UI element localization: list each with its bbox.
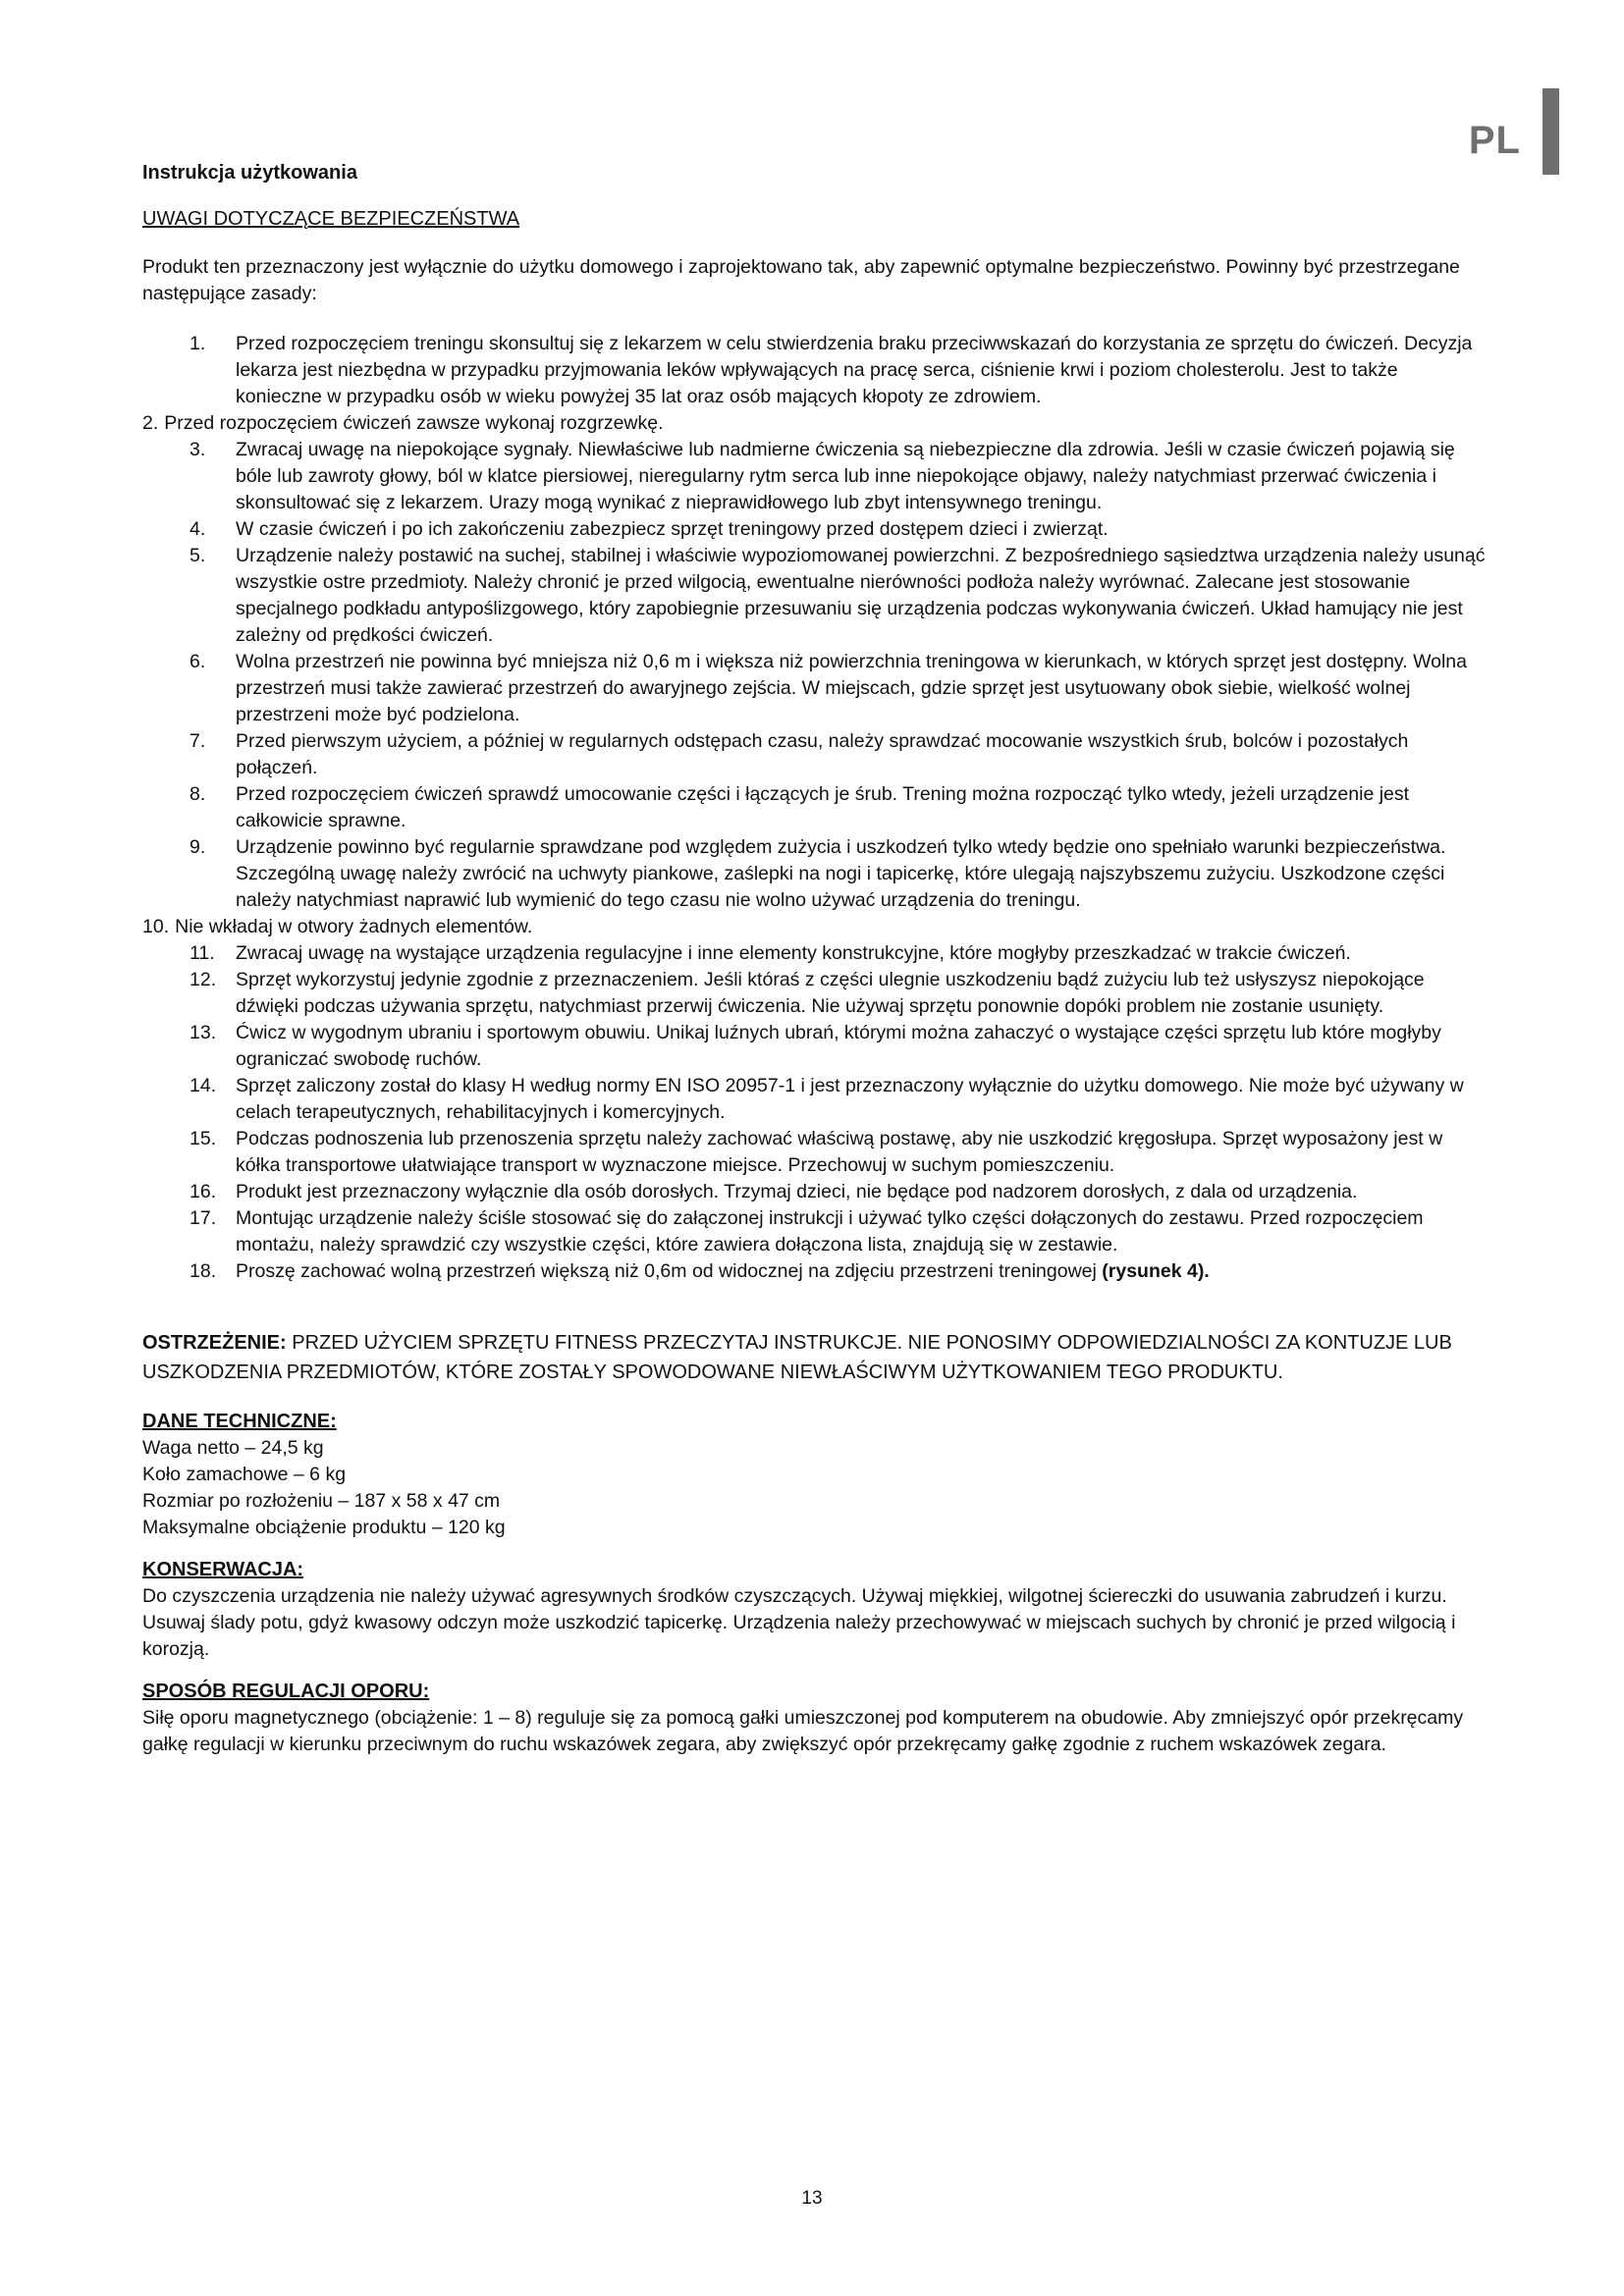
safety-intro: Produkt ten przeznaczony jest wyłącznie do użytku domowego i zaprojektowano tak, aby zapewnić optymalne bezpieczeństwo. Powinny być przestrzegane następujące zasady: <box>142 256 1460 304</box>
item-text: Przed rozpoczęciem treningu skonsultuj się z lekarzem w celu stwierdzenia braku przeciwwskazań do korzystania ze sprzętu do ćwiczeń. Decyzja lekarza jest niezbędna w przypadku przyjmowania leków wpływających na pracę serca, ciśnienie krwi i poziom cholesterolu. Jest to także konieczne w przypadku osób w wieku powyżej 35 lat oraz osób mających kłopoty ze zdrowiem. <box>236 333 1473 407</box>
list-item <box>142 1126 1488 1179</box>
specs-list <box>142 1435 1488 1541</box>
spec-item: Rozmiar po rozłożeniu – 187 x 58 x 47 cm <box>142 1490 501 1512</box>
item-text: Produkt jest przeznaczony wyłącznie dla osób dorosłych. Trzymaj dzieci, nie będące pod nadzorem dorosłych, z dala od urządzenia. <box>236 1181 1358 1202</box>
item-text: Montując urządzenie należy ściśle stosować się do załączonej instrukcji i używać tylko części dołączonych do zestawu. Przed rozpoczęciem montażu, należy sprawdzić czy wszystkie części, które zawiera dołączona lista, znajdują się w zestawie. <box>236 1207 1424 1255</box>
item-text: Sprzęt wykorzystuj jedynie zgodnie z przeznaczeniem. Jeśli któraś z części ulegnie uszkodzeniu bądź zużyciu lub też usłyszysz niepokojące dźwięki podczas używania sprzętu, natychmiast przerwij ćwiczenia. Nie używaj sprzętu ponownie dopóki problem nie zostanie usunięty. <box>236 969 1425 1017</box>
warning-text: PRZED UŻYCIEM SPRZĘTU FITNESS PRZECZYTAJ INSTRUKCJE. NIE PONOSIMY ODPOWIEDZIALNOŚCI ZA KONTUZJE LUB USZKODZENIA PRZEDMIOTÓW, KTÓRE ZOSTAŁY SPOWODOWANE NIEWŁAŚCIWYM UŻYTKOWANIEM TEGO PRODUKTU. <box>142 1332 1452 1383</box>
list-item <box>142 1073 1488 1126</box>
item-number: 15. <box>189 1128 217 1149</box>
safety-rules-list <box>142 331 1488 1285</box>
item-number: 6. <box>189 651 206 672</box>
list-item <box>142 543 1488 649</box>
language-marker-bar <box>1543 88 1559 175</box>
item-text: Urządzenie należy postawić na suchej, stabilnej i właściwie wypoziomowanej powierzchni. Z bezpośredniego sąsiedztwa urządzenia należy usunąć wszystkie ostre przedmioty. Należy chronić je przed wilgocią, ewentualne nierówności podłoża należy wyrównać. Zalecane jest stosowanie specjalnego podkładu antypoślizgowego, który zapobiegnie przesuwaniu się urządzenia podczas wykonywania ćwiczeń. Układ hamujący nie jest zależny od prędkości ćwiczeń. <box>236 545 1486 646</box>
list-item <box>142 781 1488 834</box>
item-number: 12. <box>189 969 217 990</box>
warning-label: OSTRZEŻENIE: <box>142 1332 287 1354</box>
item-number: 11. <box>189 942 215 964</box>
resistance-heading: SPOSÓB REGULACJI OPORU: <box>142 1681 430 1702</box>
list-item <box>142 649 1488 728</box>
item-text: Nie wkładaj w otwory żadnych elementów. <box>175 916 533 937</box>
list-item <box>142 516 1488 543</box>
list-item <box>142 940 1488 967</box>
item-number: 7. <box>189 730 206 752</box>
resistance-text: Siłę oporu magnetycznego (obciążenie: 1 – 8) reguluje się za pomocą gałki umieszczonej pod komputerem na obudowie. Aby zmniejszyć opór przekręcamy gałkę regulacji w kierunku przeciwnym do ruchu wskazówek zegara, aby zwiększyć opór przekręcamy gałkę zgodnie z ruchem wskazówek zegara. <box>142 1707 1464 1755</box>
spec-item: Koło zamachowe – 6 kg <box>142 1464 347 1485</box>
item-text: Wolna przestrzeń nie powinna być mniejsza niż 0,6 m i większa niż powierzchnia treningowa w kierunkach, w których sprzęt jest dostępny. Wolna przestrzeń musi także zawierać przestrzeń do awaryjnego zejścia. W miejscach, gdzie sprzęt jest usytuowany obok siebie, wielkość wolnej przestrzeni może być podzielona. <box>236 651 1467 725</box>
item-number: 1. <box>189 333 206 354</box>
item-number: 13. <box>189 1022 217 1043</box>
item-text <box>236 1260 1210 1282</box>
list-item <box>142 834 1488 914</box>
list-item <box>142 914 1488 940</box>
spec-item: Maksymalne obciążenie produktu – 120 kg <box>142 1517 506 1538</box>
item-text: Przed rozpoczęciem ćwiczeń zawsze wykonaj rozgrzewkę. <box>164 412 664 434</box>
document-title: Instrukcja użytkowania <box>142 162 357 184</box>
language-code: PL <box>1468 118 1521 162</box>
item-number: 9. <box>189 836 206 858</box>
maintenance-heading: KONSERWACJA: <box>142 1559 304 1580</box>
list-item <box>142 1179 1488 1205</box>
list-item <box>142 1205 1488 1258</box>
item-text: Przed pierwszym użyciem, a później w regularnych odstępach czasu, należy sprawdzać mocowanie wszystkich śrub, bolców i pozostałych połączeń. <box>236 730 1409 778</box>
maintenance-text: Do czyszczenia urządzenia nie należy używać agresywnych środków czyszczących. Używaj miękkiej, wilgotnej ściereczki do usuwania zabrudzeń i kurzu. Usuwaj ślady potu, gdyż kwasowy odczyn może uszkodzić tapicerkę. Urządzenia należy przechowywać w miejscach suchych by chronić je przed wilgocią i korozją. <box>142 1585 1456 1660</box>
item-text: Ćwicz w wygodnym ubraniu i sportowym obuwiu. Unikaj luźnych ubrań, którymi można zahaczyć o wystające części sprzętu lub które mogłyby ograniczać swobodę ruchów. <box>236 1022 1441 1070</box>
item-number: 17. <box>189 1207 217 1229</box>
item-text: Sprzęt zaliczony został do klasy H według normy EN ISO 20957-1 i jest przeznaczony wyłącznie do użytku domowego. Nie może być używany w celach terapeutycznych, rehabilitacyjnych i komercyjnych. <box>236 1075 1464 1123</box>
item-text: W czasie ćwiczeń i po ich zakończeniu zabezpiecz sprzęt treningowy przed dostępem dzieci i zwierząt. <box>236 518 1109 540</box>
item-number: 2. <box>142 412 159 434</box>
list-item <box>142 437 1488 516</box>
item-number: 16. <box>189 1181 217 1202</box>
item-number: 10. <box>142 916 170 937</box>
safety-heading: UWAGI DOTYCZĄCE BEZPIECZEŃSTWA <box>142 208 520 230</box>
item-text: Zwracaj uwagę na wystające urządzenia regulacyjne i inne elementy konstrukcyjne, które mogłyby przeszkadzać w trakcie ćwiczeń. <box>236 942 1351 964</box>
item-text: Zwracaj uwagę na niepokojące sygnały. Niewłaściwe lub nadmierne ćwiczenia są niebezpieczne dla zdrowia. Jeśli w czasie ćwiczeń pojawią się bóle lub zawroty głowy, ból w klatce piersiowej, nieregularny rytm serca lub inne niepokojące objawy, należy natychmiast przerwać ćwiczenia i skonsultować się z lekarzem. Urazy mogą wynikać z nieprawidłowego lub zbyt intensywnego treningu. <box>236 439 1455 513</box>
item-text: Podczas podnoszenia lub przenoszenia sprzętu należy zachować właściwą postawę, aby nie uszkodzić kręgosłupa. Sprzęt wyposażony jest w kółka transportowe ułatwiające transport w wyznaczone miejsce. Przechowuj w suchym pomieszczeniu. <box>236 1128 1443 1176</box>
list-item <box>142 410 1488 437</box>
item-text: Urządzenie powinno być regularnie sprawdzane pod względem zużycia i uszkodzeń tylko wtedy będzie ono spełniało warunki bezpieczeństwa. Szczególną uwagę należy zwrócić na uchwyty piankowe, zaślepki na nogi i tapicerkę, które ulegają najszybszemu zużyciu. Uszkodzone części należy natychmiast naprawić lub wymienić do tego czasu nie wolno używać urządzenia do treningu. <box>236 836 1446 911</box>
list-item <box>142 728 1488 781</box>
figure-reference: (rysunek 4). <box>1102 1260 1210 1282</box>
list-item <box>142 1258 1488 1285</box>
item-number: 18. <box>189 1260 217 1282</box>
document-body <box>142 160 1488 1774</box>
item-number: 5. <box>189 545 206 566</box>
page-number: 13 <box>801 2188 823 2209</box>
item-text: Przed rozpoczęciem ćwiczeń sprawdź umocowanie części i łączących je śrub. Trening można rozpocząć tylko wtedy, jeżeli urządzenie jest całkowicie sprawne. <box>236 783 1410 831</box>
item-number: 8. <box>189 783 206 805</box>
list-item <box>142 967 1488 1020</box>
list-item <box>142 1020 1488 1073</box>
list-item <box>142 331 1488 410</box>
item-number: 3. <box>189 439 206 460</box>
item-number: 14. <box>189 1075 217 1096</box>
item-number: 4. <box>189 518 206 540</box>
warning-notice <box>142 1328 1488 1387</box>
spec-item: Waga netto – 24,5 kg <box>142 1437 324 1459</box>
specs-heading: DANE TECHNICZNE: <box>142 1411 337 1432</box>
item-text-main: Proszę zachować wolną przestrzeń większą niż 0,6m od widocznej na zdjęciu przestrzeni treningowej <box>236 1260 1103 1282</box>
